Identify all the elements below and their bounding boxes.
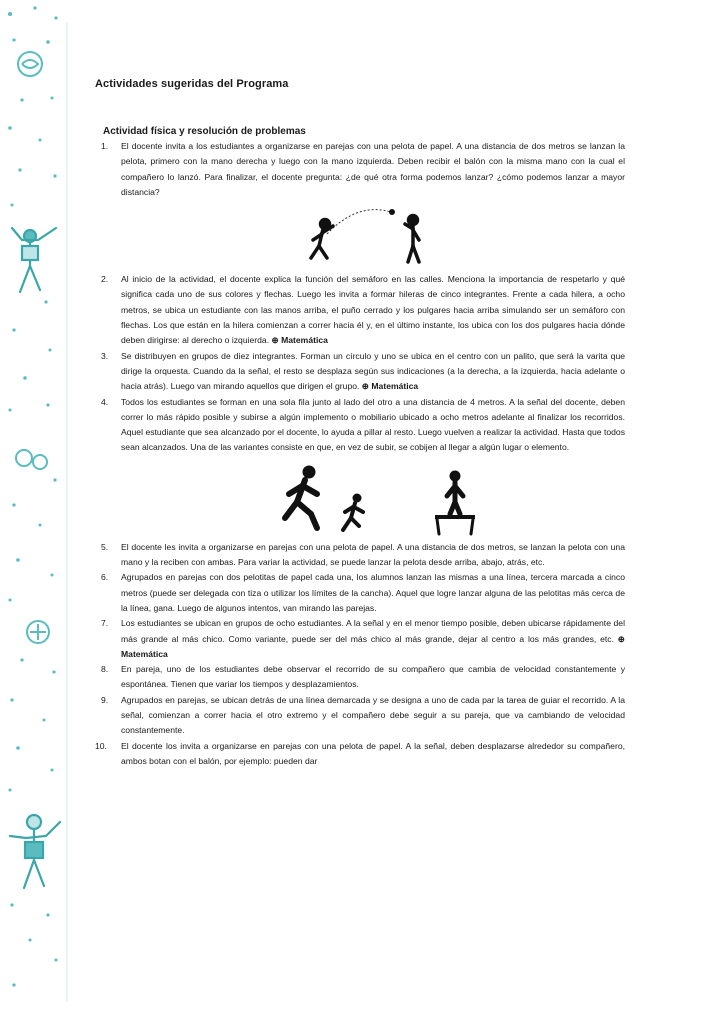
subject-tag: ⊕ Matemática: [271, 335, 328, 346]
subject-tag-label: Matemática: [281, 335, 328, 346]
list-item: [95, 139, 625, 200]
list-item: [95, 272, 625, 348]
list-item: [95, 540, 625, 571]
item-text: Se distribuyen en grupos de diez integrantes. Forman un círculo y uno se ubica en el centro con un palito, que será la varita que dirige la orquesta. Cuando da la señal, el resto se desplaza según sus indicaciones (a la derecha, a la izquierda, hacia adelante o hacia atrás). Luego van mirando aquellos que dirigen el grupo.: [121, 350, 625, 392]
section-title: Actividad física y resolución de problemas: [103, 126, 306, 137]
activity-list-continued: [95, 272, 625, 456]
running-figures-icon: [95, 456, 625, 540]
item-text: Agrupados en parejas, se ubican detrás de una línea demarcada y se designa a uno de cada par la tarea de guiar el recorrido. A la señal, comienzan a correr hacia el otro extremo y el compañero debe seguir a su pareja, que va cambiando de velocidad constantemente.: [121, 694, 625, 736]
page-edge: [66, 22, 68, 1002]
activity-list: [95, 139, 625, 200]
running-illustration: [95, 456, 625, 540]
item-text: El docente invita a los estudiantes a organizarse en parejas con una pelota de papel. A una distancia de dos metros se lanzan la pelota, primero con la mano derecha y luego con la mano izquierda. Deben recibir el balón con la misma mano con la cual el compañero lo lanzó. Para finalizar, el docente pregunta: ¿de qué otra forma podemos lanzar? ¿cómo podemos lanzar a mayor distancia?: [121, 141, 625, 197]
item-number: 8.: [101, 664, 109, 675]
item-text: En pareja, uno de los estudiantes debe observar el recorrido de su compañero que cambia de velocidad constantemente y espontánea. Tienen que variar los tiempos y desplazamientos.: [121, 664, 625, 690]
subject-tag-label: Matemática: [371, 381, 419, 392]
item-number: 2.: [101, 274, 109, 285]
item-text: Todos los estudiantes se forman en una sola fila junto al lado del otro a una distancia de 4 metros. A la señal del docente, deben correr lo más rápido posible y subirse a algún implemento o mobiliario ubicado a ocho metros adelante al finalizar los recorridos. Aquel estudiante que sea alcanzado por el docente, lo ayuda a pillar al resto. Luego vuelven a realizar la actividad. Hasta que todos sean alcanzados. Una de las variantes consiste en que, en vez de subir, se cobijen al llegar a algún lugar o elemento.: [121, 396, 625, 453]
list-item: [95, 693, 625, 739]
item-number: 7.: [101, 618, 109, 629]
item-number: 9.: [101, 694, 109, 705]
item-number: 10.: [95, 740, 107, 751]
activity-list-final: [95, 540, 625, 769]
item-text: Agrupados en parejas con dos pelotitas de papel cada una, los alumnos lanzan las mismas a una línea, tercera marcada a cinco metros (puede ser delegada con tiza o utilizar los límites de la cancha). Aquel que logre lanzar alguna de las pelotitas más cerca de la línea, gana. Luego de algunos intentos, van mirando las parejas.: [121, 572, 625, 613]
throwing-figures-icon: [95, 200, 625, 272]
item-number: 3.: [101, 350, 109, 361]
item-text: El docente les invita a organizarse en parejas con una pelota de papel. A una distancia de dos metros, se lanzan la pelota con una mano y la reciben con ambas. Para variar la actividad, se puede lanzar la pelota desde arriba, abajo, atrás, etc.: [121, 541, 625, 568]
item-number: 6.: [101, 572, 109, 583]
item-number: 5.: [101, 541, 109, 552]
document-body: [95, 78, 625, 769]
item-text: Los estudiantes se ubican en grupos de ocho estudiantes. A la señal y en el menor tiempo posible, deben ubicarse rápidamente del más grande al más chico. Como variante, puede ser del más chico al más grande, dejar al centro a los más grandes, etc.: [121, 618, 625, 644]
list-item: [95, 349, 625, 395]
item-text: El docente los invita a organizarse en parejas con una pelota de papel. A la señal, deben desplazarse alrededor su compañero, ambos botan con el balón, por ejemplo: pueden dar: [121, 740, 625, 766]
subject-tag: ⊕ Matemática: [361, 381, 419, 392]
throwing-illustration: [95, 200, 625, 272]
list-item: [95, 570, 625, 616]
item-number: 4.: [101, 396, 109, 407]
page-title: Actividades sugeridas del Programa: [95, 78, 289, 90]
item-number: 1.: [101, 141, 109, 151]
list-item: [95, 616, 625, 662]
list-item: [95, 395, 625, 456]
subject-tag-label: Matemática: [121, 648, 168, 659]
item-text: Al inicio de la actividad, el docente explica la función del semáforo en las calles. Menciona la importancia de respetarlo y qué significa cada uno de sus colores y flechas. Luego les invita a formar hileras de cinco integrantes. Frente a cada hilera, a ocho metros, se ubica un estudiante con las manos arriba, el puño cerrado y los pulgares hacia arriba simulando ser un semáforo con flechas. Los que están en la hilera comienzan a correr hacia él y, en el último instante, los ubica con los dos pulgares hacia dónde deben dirigirse: al derecho o izquierda.: [121, 274, 625, 346]
list-item: [95, 739, 625, 769]
subject-tag: ⊕ Matemática: [121, 633, 625, 659]
list-item: [95, 662, 625, 693]
